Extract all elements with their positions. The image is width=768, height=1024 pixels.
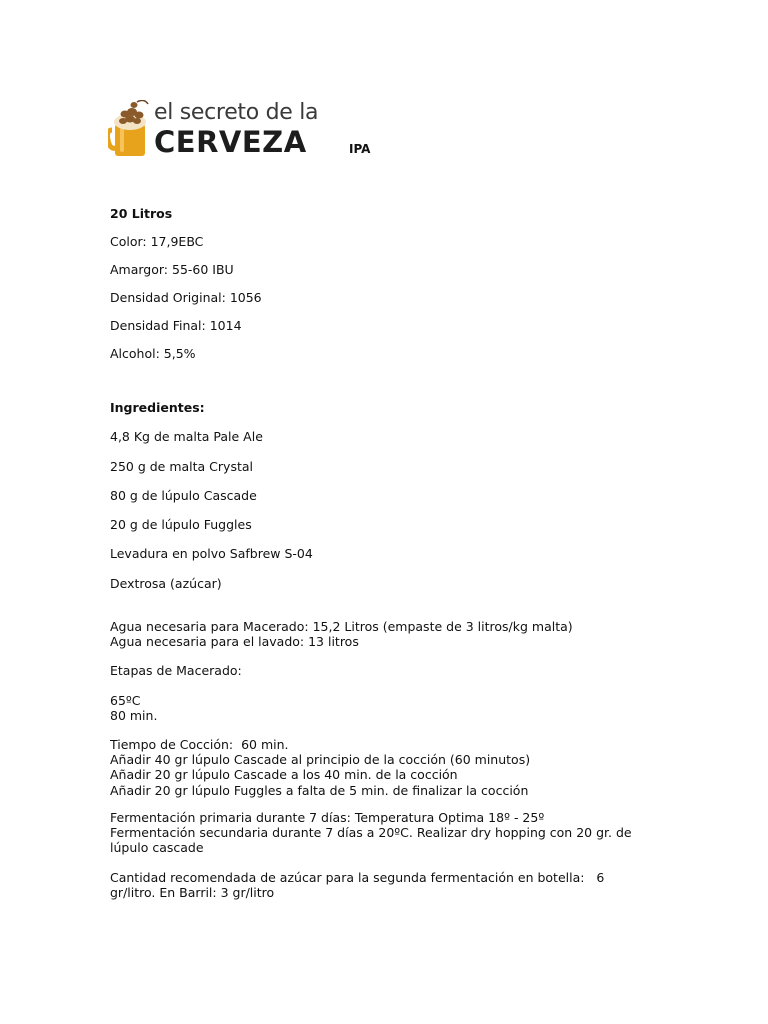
boil-section xyxy=(110,737,670,798)
fermentation-secondary: Fermentación secundaria durante 7 días a 20ºC. Realizar dry hopping con 20 gr. de xyxy=(110,825,632,841)
ingredient-item: 250 g de malta Crystal xyxy=(110,459,253,474)
priming-section xyxy=(110,870,670,900)
hop-addition: Añadir 40 gr lúpulo Cascade al principio de la cocción (60 minutos) xyxy=(110,752,531,768)
recipe-title: IPA xyxy=(349,142,371,156)
ingredient-item: Dextrosa (azúcar) xyxy=(110,576,222,591)
mash-steps xyxy=(110,693,670,723)
ingredient-item: 80 g de lúpulo Cascade xyxy=(110,488,257,503)
batch-volume: 20 Litros xyxy=(110,206,173,221)
spec-original-gravity: Densidad Original: 1056 xyxy=(110,290,262,305)
ingredient-item: 4,8 Kg de malta Pale Ale xyxy=(110,429,263,444)
water-mash-line: Agua necesaria para Macerado: 15,2 Litros (empaste de 3 litros/kg malta) xyxy=(110,619,573,634)
logo-text-bottom: CERVEZA xyxy=(154,125,307,159)
water-section xyxy=(110,619,670,649)
brand-logo xyxy=(108,100,318,160)
fermentation-primary: Fermentación primaria durante 7 días: Temperatura Optima 18º - 25º xyxy=(110,810,545,825)
priming-bottle: Cantidad recomendada de azúcar para la segunda fermentación en botella: 6 xyxy=(110,870,605,885)
hop-addition: Añadir 20 gr lúpulo Cascade a los 40 min. de la cocción xyxy=(110,767,458,783)
hop-addition: Añadir 20 gr lúpulo Fuggles a falta de 5 min. de finalizar la cocción xyxy=(110,782,529,798)
spec-final-gravity: Densidad Final: 1014 xyxy=(110,318,242,333)
spec-color: Color: 17,9EBC xyxy=(110,234,204,249)
logo-text-top: el secreto de la xyxy=(154,100,319,125)
beer-mug-icon xyxy=(108,100,152,158)
priming-barrel: gr/litro. En Barril: 3 gr/litro xyxy=(110,885,275,901)
ingredients-heading: Ingredientes: xyxy=(110,400,205,415)
mash-temperature: 65ºC xyxy=(110,693,141,708)
mash-heading-text: Etapas de Macerado: xyxy=(110,663,242,678)
spec-alcohol: Alcohol: 5,5% xyxy=(110,346,196,361)
spec-bitterness: Amargor: 55-60 IBU xyxy=(110,262,234,277)
fermentation-section xyxy=(110,810,670,856)
water-sparge-line: Agua necesaria para el lavado: 13 litros xyxy=(110,634,359,650)
ingredient-item: 20 g de lúpulo Fuggles xyxy=(110,517,252,532)
mash-time: 80 min. xyxy=(110,708,158,724)
boil-time: Tiempo de Cocción: 60 min. xyxy=(110,737,289,752)
fermentation-secondary-cont: lúpulo cascade xyxy=(110,840,204,856)
ingredient-item: Levadura en polvo Safbrew S-04 xyxy=(110,546,313,561)
mash-heading xyxy=(110,663,670,678)
